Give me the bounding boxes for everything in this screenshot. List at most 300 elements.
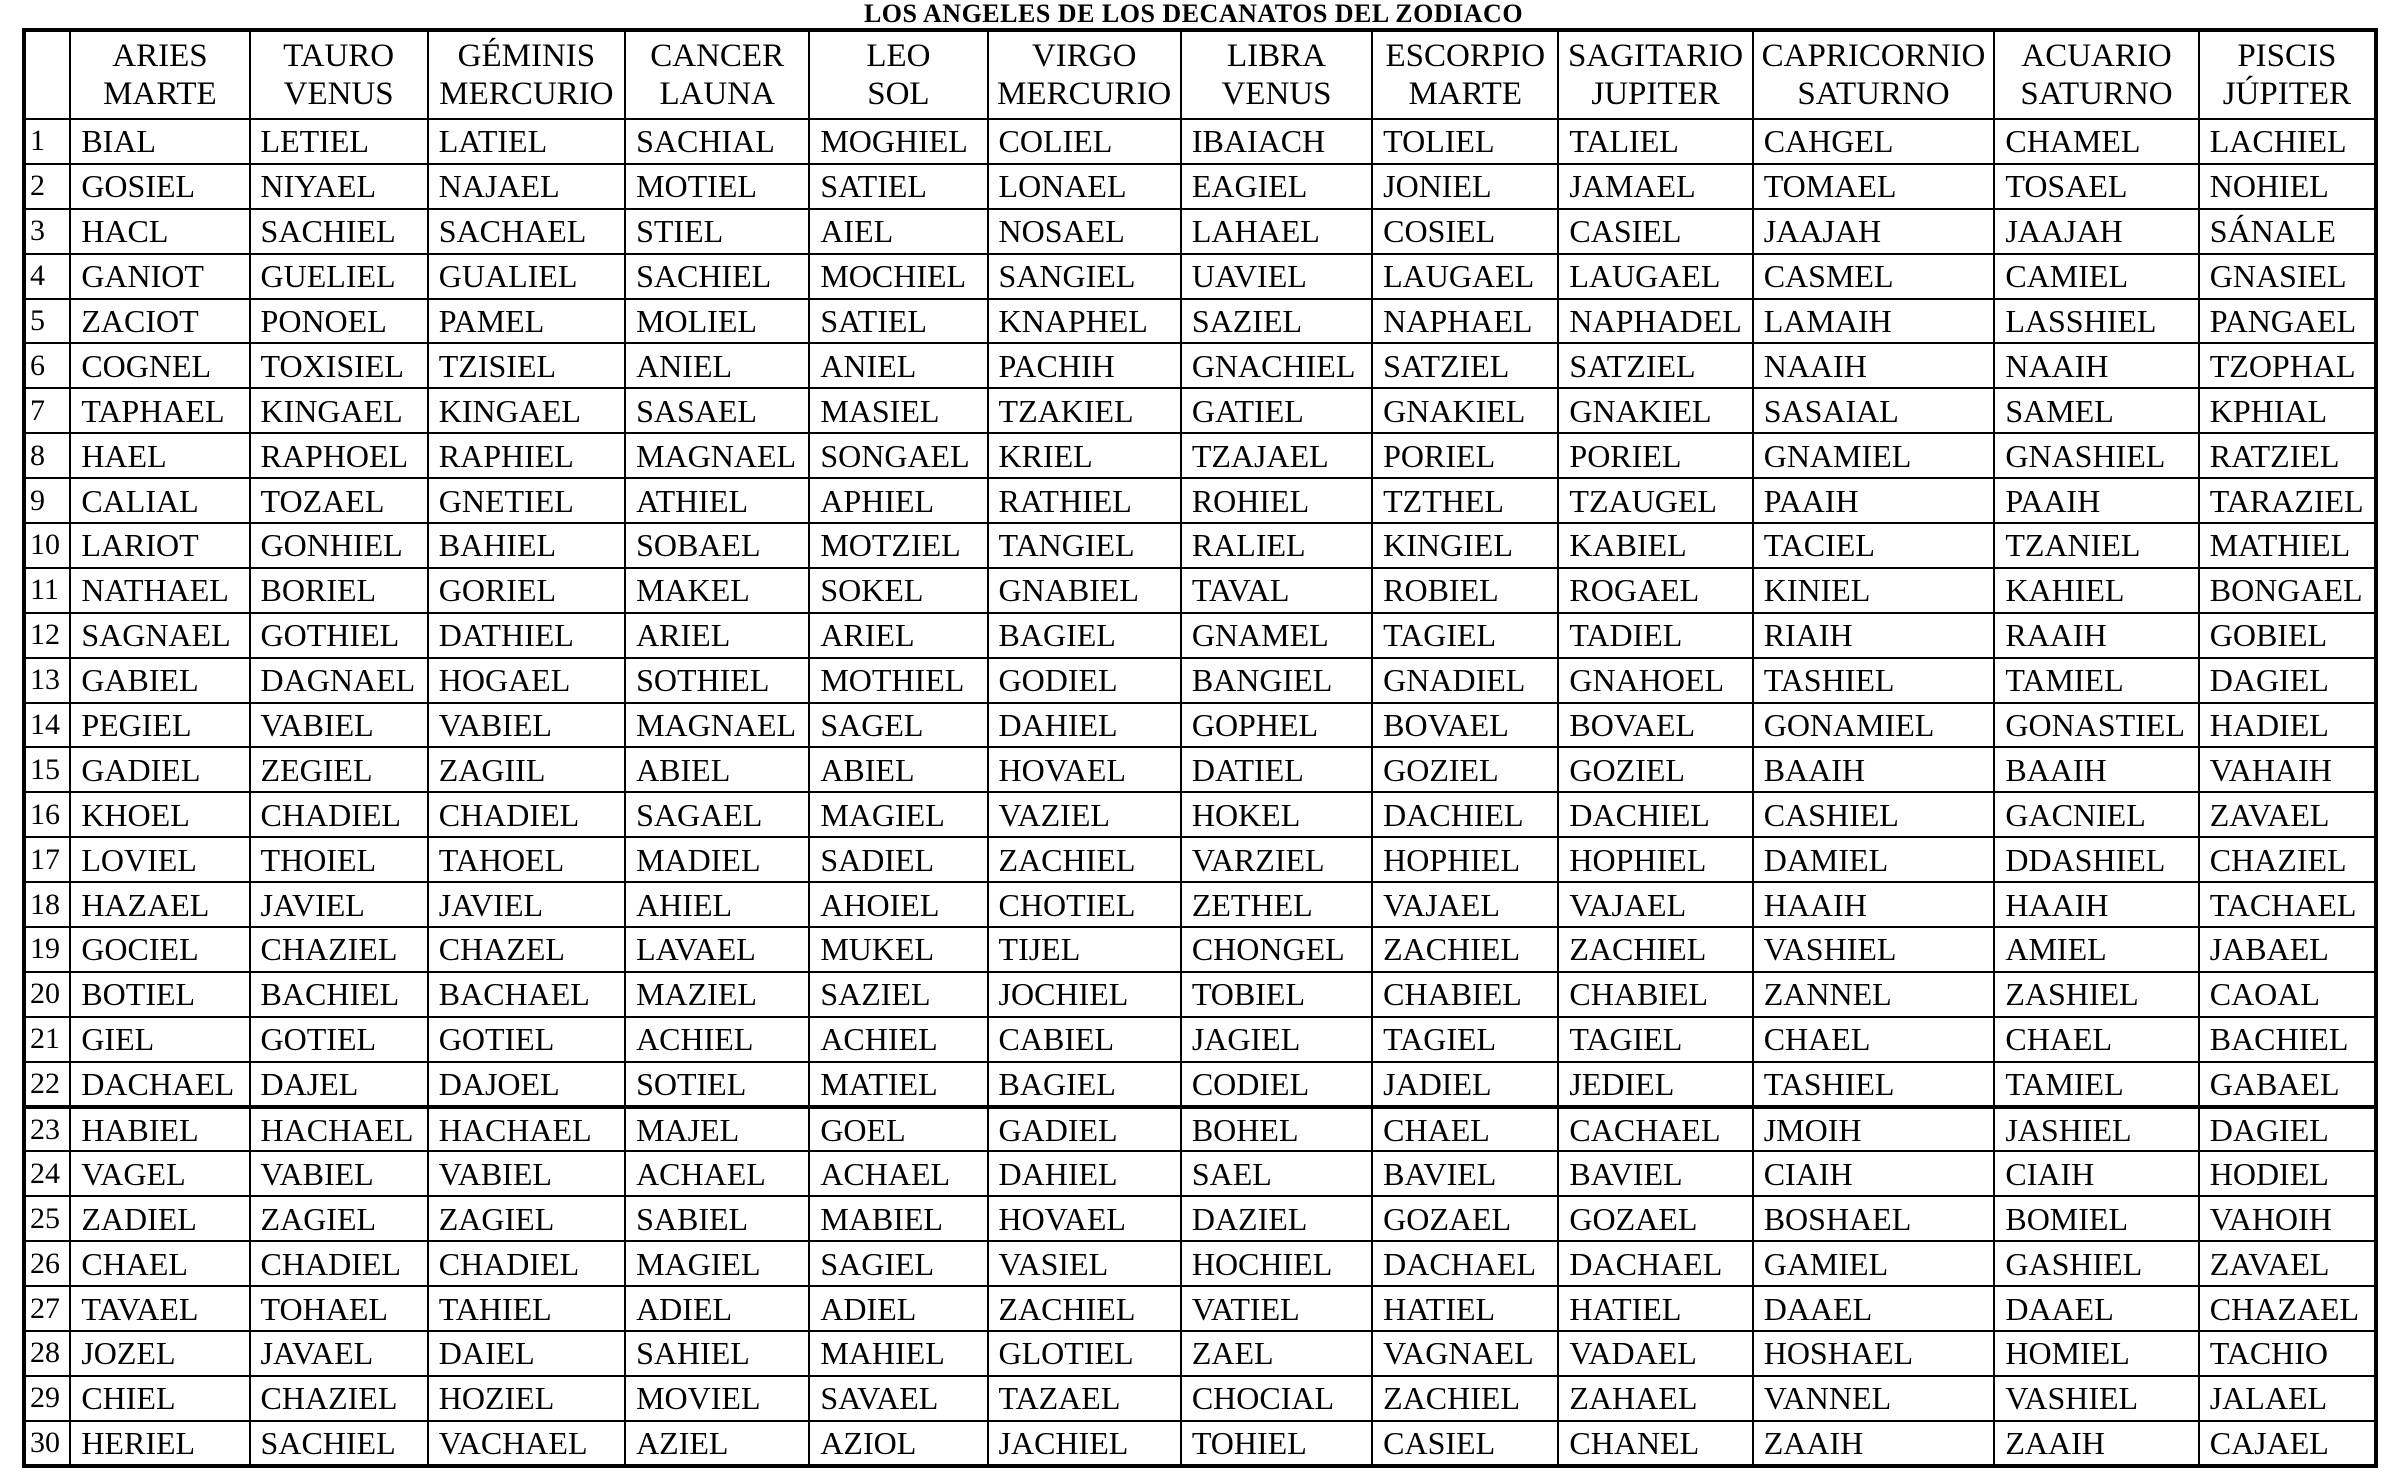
planet-label: MARTE — [103, 76, 217, 112]
angel-name-cell: GONAMIEL — [1753, 703, 1995, 748]
angel-name-cell: BOVAEL — [1372, 703, 1558, 748]
angel-name-cell: IBAIACH — [1181, 119, 1372, 164]
table-row — [24, 478, 2376, 523]
angel-name-cell: CASIEL — [1558, 209, 1752, 254]
angel-name-cell: JOZEL — [70, 1331, 249, 1376]
sign-label: TAURO — [283, 38, 395, 74]
angel-name-cell: MADIEL — [625, 837, 809, 882]
sign-label: GÉMINIS — [457, 38, 596, 74]
angel-name-cell: APHIEL — [809, 478, 987, 523]
angel-name-cell: COSIEL — [1372, 209, 1558, 254]
angel-name-cell: ROHIEL — [1181, 478, 1372, 523]
angel-name-cell: HACHAEL — [250, 1107, 428, 1152]
row-number: 21 — [24, 1017, 70, 1062]
angel-name-cell: CIAIH — [1753, 1151, 1995, 1196]
angel-name-cell: CHADIEL — [250, 1241, 428, 1286]
angel-name-cell: MAGIEL — [809, 792, 987, 837]
angel-name-cell: ROGAEL — [1558, 568, 1752, 613]
angel-name-cell: PORIEL — [1558, 433, 1752, 478]
angel-name-cell: AHIEL — [625, 882, 809, 927]
angel-name-cell: TASHIEL — [1753, 1062, 1995, 1107]
table-row — [24, 1421, 2376, 1466]
angel-name-cell: TAGIEL — [1558, 1017, 1752, 1062]
angel-name-cell: HOPHIEL — [1558, 837, 1752, 882]
angel-name-cell: UAVIEL — [1181, 254, 1372, 299]
angel-name-cell: LASSHIEL — [1994, 299, 2198, 344]
angel-name-cell: SAMEL — [1994, 388, 2198, 433]
angel-name-cell: GORIEL — [428, 568, 625, 613]
angel-name-cell: ATHIEL — [625, 478, 809, 523]
angel-name-cell: ANIEL — [625, 343, 809, 388]
angel-name-cell: HOMIEL — [1994, 1331, 2198, 1376]
angel-name-cell: VADAEL — [1558, 1331, 1752, 1376]
column-header — [988, 30, 1181, 119]
angel-name-cell: LAUGAEL — [1558, 254, 1752, 299]
angel-name-cell: SAHIEL — [625, 1331, 809, 1376]
angel-name-cell: NAPHADEL — [1558, 299, 1752, 344]
angel-name-cell: BAVIEL — [1372, 1151, 1558, 1196]
angel-name-cell: DACHAEL — [70, 1062, 249, 1107]
angel-name-cell: TACIEL — [1753, 523, 1995, 568]
angel-name-cell: BAAIH — [1994, 747, 2198, 792]
angel-name-cell: SACHIEL — [625, 254, 809, 299]
sign-label: ARIES — [112, 38, 208, 74]
angel-name-cell: PORIEL — [1372, 433, 1558, 478]
angel-name-cell: SAGIEL — [809, 1241, 987, 1286]
angel-name-cell: JAMAEL — [1558, 164, 1752, 209]
angel-name-cell: SAEL — [1181, 1151, 1372, 1196]
angel-name-cell: HOGAEL — [428, 658, 625, 703]
angel-name-cell: VABIEL — [428, 703, 625, 748]
sign-label: VIRGO — [1031, 38, 1137, 74]
angel-name-cell: GACNIEL — [1994, 792, 2198, 837]
angel-name-cell: GOTIEL — [250, 1017, 428, 1062]
angel-name-cell: TASHIEL — [1753, 658, 1995, 703]
angel-name-cell: KHOEL — [70, 792, 249, 837]
angel-name-cell: CHAEL — [1753, 1017, 1995, 1062]
angel-name-cell: SAVAEL — [809, 1376, 987, 1421]
angel-name-cell: ZAGIIL — [428, 747, 625, 792]
planet-label: MARTE — [1408, 76, 1523, 112]
angel-name-cell: TOMAEL — [1753, 164, 1995, 209]
angel-name-cell: MOTZIEL — [809, 523, 987, 568]
angel-name-cell: BOTIEL — [70, 972, 249, 1017]
angel-name-cell: VACHAEL — [428, 1421, 625, 1466]
angel-name-cell: KPHIAL — [2199, 388, 2376, 433]
angel-name-cell: HOCHIEL — [1181, 1241, 1372, 1286]
angel-name-cell: ABIEL — [809, 747, 987, 792]
angel-name-cell: LARIOT — [70, 523, 249, 568]
angel-name-cell: CHOCIAL — [1181, 1376, 1372, 1421]
angel-name-cell: SACHIEL — [250, 209, 428, 254]
row-number: 15 — [24, 747, 70, 792]
angel-name-cell: GODIEL — [988, 658, 1181, 703]
angel-name-cell: SASAEL — [625, 388, 809, 433]
angel-name-cell: ZAAIH — [1753, 1421, 1995, 1466]
angel-name-cell: KINGAEL — [428, 388, 625, 433]
angel-name-cell: DAIEL — [428, 1331, 625, 1376]
sign-label: PISCIS — [2237, 38, 2337, 74]
angel-name-cell: VATIEL — [1181, 1286, 1372, 1331]
row-number: 20 — [24, 972, 70, 1017]
row-number: 16 — [24, 792, 70, 837]
angel-name-cell: DAHIEL — [988, 703, 1181, 748]
angel-name-cell: GNAKIEL — [1372, 388, 1558, 433]
angel-name-cell: HOKEL — [1181, 792, 1372, 837]
angel-name-cell: SACHAEL — [428, 209, 625, 254]
angel-name-cell: HOSHAEL — [1753, 1331, 1995, 1376]
angel-name-cell: TOLIEL — [1372, 119, 1558, 164]
angel-name-cell: TZANIEL — [1994, 523, 2198, 568]
angel-name-cell: TOSAEL — [1994, 164, 2198, 209]
angel-name-cell: PACHIH — [988, 343, 1181, 388]
angel-name-cell: MAGNAEL — [625, 703, 809, 748]
row-number: 4 — [24, 254, 70, 299]
angel-name-cell: SOKEL — [809, 568, 987, 613]
angel-name-cell: DAGNAEL — [250, 658, 428, 703]
table-row — [24, 1376, 2376, 1421]
column-header — [250, 30, 428, 119]
angel-name-cell: CHAZAEL — [2199, 1286, 2376, 1331]
angel-name-cell: LONAEL — [988, 164, 1181, 209]
angel-name-cell: VABIEL — [250, 703, 428, 748]
angel-name-cell: BOSHAEL — [1753, 1196, 1995, 1241]
corner-cell — [24, 30, 70, 119]
angel-name-cell: KAHIEL — [1994, 568, 2198, 613]
angel-name-cell: VAHOIH — [2199, 1196, 2376, 1241]
table-row — [24, 1241, 2376, 1286]
row-number: 10 — [24, 523, 70, 568]
angel-name-cell: PONOEL — [250, 299, 428, 344]
angel-name-cell: GOPHEL — [1181, 703, 1372, 748]
angel-name-cell: CAJAEL — [2199, 1421, 2376, 1466]
angel-name-cell: DACHIEL — [1558, 792, 1752, 837]
angel-name-cell: DAHIEL — [988, 1151, 1181, 1196]
planet-label: JÚPITER — [2222, 76, 2352, 112]
angel-name-cell: TOHIEL — [1181, 1421, 1372, 1466]
table-row — [24, 119, 2376, 164]
row-number: 9 — [24, 478, 70, 523]
angel-name-cell: NAJAEL — [428, 164, 625, 209]
table-row — [24, 658, 2376, 703]
angel-name-cell: BANGIEL — [1181, 658, 1372, 703]
angel-name-cell: SATIEL — [809, 299, 987, 344]
angel-name-cell: BAAIH — [1753, 747, 1995, 792]
column-header — [428, 30, 625, 119]
table-row — [24, 523, 2376, 568]
sign-label: SAGITARIO — [1567, 38, 1744, 74]
angel-name-cell: BONGAEL — [2199, 568, 2376, 613]
angel-name-cell: GOZIEL — [1558, 747, 1752, 792]
angel-name-cell: SANGIEL — [988, 254, 1181, 299]
angel-name-cell: CHAMEL — [1994, 119, 2198, 164]
angels-table — [22, 28, 2378, 1468]
table-row — [24, 1196, 2376, 1241]
angel-name-cell: JAAJAH — [1753, 209, 1995, 254]
row-number: 29 — [24, 1376, 70, 1421]
angel-name-cell: ZAAIH — [1994, 1421, 2198, 1466]
angel-name-cell: HADIEL — [2199, 703, 2376, 748]
table-row — [24, 164, 2376, 209]
angel-name-cell: JASHIEL — [1994, 1107, 2198, 1152]
angel-name-cell: KINGIEL — [1372, 523, 1558, 568]
angel-name-cell: SOTHIEL — [625, 658, 809, 703]
angel-name-cell: AHOIEL — [809, 882, 987, 927]
angel-name-cell: GUELIEL — [250, 254, 428, 299]
angel-name-cell: ROBIEL — [1372, 568, 1558, 613]
angel-name-cell: LOVIEL — [70, 837, 249, 882]
angel-name-cell: VABIEL — [250, 1151, 428, 1196]
angel-name-cell: MAHIEL — [809, 1331, 987, 1376]
page-title: LOS ANGELES DE LOS DECANATOS DEL ZODIACO — [863, 0, 1524, 28]
angel-name-cell: JABAEL — [2199, 927, 2376, 972]
table-row — [24, 792, 2376, 837]
angel-name-cell: ZACHIEL — [1558, 927, 1752, 972]
angel-name-cell: TIJEL — [988, 927, 1181, 972]
angel-name-cell: TAMIEL — [1994, 658, 2198, 703]
angel-name-cell: BACHAEL — [428, 972, 625, 1017]
angel-name-cell: SOBAEL — [625, 523, 809, 568]
angel-name-cell: VAGEL — [70, 1151, 249, 1196]
angel-name-cell: DAAEL — [1753, 1286, 1995, 1331]
angel-name-cell: SAGNAEL — [70, 613, 249, 658]
angel-name-cell: JAVAEL — [250, 1331, 428, 1376]
angel-name-cell: TZISIEL — [428, 343, 625, 388]
angel-name-cell: MATHIEL — [2199, 523, 2376, 568]
row-number: 19 — [24, 927, 70, 972]
angel-name-cell: BAVIEL — [1558, 1151, 1752, 1196]
angel-name-cell: HAZAEL — [70, 882, 249, 927]
angel-name-cell: SAGAEL — [625, 792, 809, 837]
table-row — [24, 747, 2376, 792]
sign-label: CANCER — [650, 38, 785, 74]
angel-name-cell: MOVIEL — [625, 1376, 809, 1421]
angel-name-cell: RAAIH — [1994, 613, 2198, 658]
angel-name-cell: SATZIEL — [1372, 343, 1558, 388]
angel-name-cell: GOEL — [809, 1107, 987, 1152]
angel-name-cell: RAPHIEL — [428, 433, 625, 478]
planet-label: JUPITER — [1591, 76, 1720, 112]
angel-name-cell: VABIEL — [428, 1151, 625, 1196]
table-body — [24, 119, 2376, 1466]
angel-name-cell: MAGIEL — [625, 1241, 809, 1286]
angel-name-cell: LAVAEL — [625, 927, 809, 972]
angel-name-cell: ABIEL — [625, 747, 809, 792]
table-row — [24, 433, 2376, 478]
column-header — [1753, 30, 1995, 119]
table-row — [24, 613, 2376, 658]
planet-label: SATURNO — [1797, 76, 1950, 112]
angel-name-cell: HOZIEL — [428, 1376, 625, 1421]
angel-name-cell: DAGIEL — [2199, 1107, 2376, 1152]
angel-name-cell: TOXISIEL — [250, 343, 428, 388]
angel-name-cell: CAOAL — [2199, 972, 2376, 1017]
angel-name-cell: MOCHIEL — [809, 254, 987, 299]
angel-name-cell: GOCIEL — [70, 927, 249, 972]
angel-name-cell: ZAGIEL — [250, 1196, 428, 1241]
angel-name-cell: CHABIEL — [1372, 972, 1558, 1017]
angel-name-cell: TZTHEL — [1372, 478, 1558, 523]
angel-name-cell: TADIEL — [1558, 613, 1752, 658]
angel-name-cell: HOVAEL — [988, 747, 1181, 792]
planet-label: SOL — [867, 76, 930, 112]
angel-name-cell: DACHIEL — [1372, 792, 1558, 837]
angel-name-cell: GNETIEL — [428, 478, 625, 523]
angel-name-cell: JAVIEL — [250, 882, 428, 927]
angel-name-cell: LAMAIH — [1753, 299, 1995, 344]
table-row — [24, 1286, 2376, 1331]
angel-name-cell: SACHIEL — [250, 1421, 428, 1466]
angel-name-cell: TAGIEL — [1372, 613, 1558, 658]
angel-name-cell: RATHIEL — [988, 478, 1181, 523]
angel-name-cell: ZAHAEL — [1558, 1376, 1752, 1421]
angel-name-cell: VAJAEL — [1372, 882, 1558, 927]
angel-name-cell: RALIEL — [1181, 523, 1372, 568]
angel-name-cell: JAGIEL — [1181, 1017, 1372, 1062]
table-row — [24, 568, 2376, 613]
angel-name-cell: HAAIH — [1753, 882, 1995, 927]
angel-name-cell: TAMIEL — [1994, 1062, 2198, 1107]
angel-name-cell: ZANNEL — [1753, 972, 1995, 1017]
angel-name-cell: BACHIEL — [2199, 1017, 2376, 1062]
angel-name-cell: KABIEL — [1558, 523, 1752, 568]
angel-name-cell: CHONGEL — [1181, 927, 1372, 972]
angel-name-cell: GOTHIEL — [250, 613, 428, 658]
angel-name-cell: DDASHIEL — [1994, 837, 2198, 882]
angel-name-cell: MAZIEL — [625, 972, 809, 1017]
angel-name-cell: JEDIEL — [1558, 1062, 1752, 1107]
angel-name-cell: CODIEL — [1181, 1062, 1372, 1107]
row-number: 6 — [24, 343, 70, 388]
angel-name-cell: MAGNAEL — [625, 433, 809, 478]
angel-name-cell: GASHIEL — [1994, 1241, 2198, 1286]
angel-name-cell: HATIEL — [1372, 1286, 1558, 1331]
angel-name-cell: MATIEL — [809, 1062, 987, 1107]
angel-name-cell: LATIEL — [428, 119, 625, 164]
angel-name-cell: CHANEL — [1558, 1421, 1752, 1466]
angel-name-cell: BORIEL — [250, 568, 428, 613]
row-number: 30 — [24, 1421, 70, 1466]
table-row — [24, 1062, 2376, 1107]
row-number: 5 — [24, 299, 70, 344]
angel-name-cell: SADIEL — [809, 837, 987, 882]
angel-name-cell: ZACHIEL — [1372, 1376, 1558, 1421]
angel-name-cell: CHAZIEL — [2199, 837, 2376, 882]
sign-label: LEO — [866, 38, 931, 74]
angel-name-cell: VAZIEL — [988, 792, 1181, 837]
sign-label: CAPRICORNIO — [1761, 38, 1986, 74]
angel-name-cell: GNACHIEL — [1181, 343, 1372, 388]
angel-name-cell: LAUGAEL — [1372, 254, 1558, 299]
angel-name-cell: BAGIEL — [988, 1062, 1181, 1107]
angel-name-cell: SABIEL — [625, 1196, 809, 1241]
angel-name-cell: GNADIEL — [1372, 658, 1558, 703]
row-number: 26 — [24, 1241, 70, 1286]
angel-name-cell: GOZAEL — [1372, 1196, 1558, 1241]
angel-name-cell: HAEL — [70, 433, 249, 478]
angel-name-cell: ZAGIEL — [428, 1196, 625, 1241]
angel-name-cell: SATZIEL — [1558, 343, 1752, 388]
angel-name-cell: TZAJAEL — [1181, 433, 1372, 478]
row-number: 18 — [24, 882, 70, 927]
row-number: 2 — [24, 164, 70, 209]
angel-name-cell: PAAIH — [1753, 478, 1995, 523]
angel-name-cell: AMIEL — [1994, 927, 2198, 972]
angel-name-cell: JALAEL — [2199, 1376, 2376, 1421]
angel-name-cell: CHAEL — [1994, 1017, 2198, 1062]
angel-name-cell: EAGIEL — [1181, 164, 1372, 209]
angel-name-cell: MOGHIEL — [809, 119, 987, 164]
row-number: 24 — [24, 1151, 70, 1196]
angel-name-cell: SAZIEL — [1181, 299, 1372, 344]
angel-name-cell: SOTIEL — [625, 1062, 809, 1107]
angel-name-cell: TOHAEL — [250, 1286, 428, 1331]
angel-name-cell: ZACIOT — [70, 299, 249, 344]
angel-name-cell: DAGIEL — [2199, 658, 2376, 703]
table-row — [24, 343, 2376, 388]
angel-name-cell: GOBIEL — [2199, 613, 2376, 658]
angel-name-cell: ARIEL — [809, 613, 987, 658]
angel-name-cell: CACHAEL — [1558, 1107, 1752, 1152]
table-row — [24, 703, 2376, 748]
angel-name-cell: COGNEL — [70, 343, 249, 388]
angel-name-cell: HERIEL — [70, 1421, 249, 1466]
angel-name-cell: ZADIEL — [70, 1196, 249, 1241]
planet-label: LAUNA — [659, 76, 775, 112]
angel-name-cell: ZEGIEL — [250, 747, 428, 792]
angel-name-cell: TACHIO — [2199, 1331, 2376, 1376]
angel-name-cell: CASMEL — [1753, 254, 1995, 299]
angel-name-cell: VAHAIH — [2199, 747, 2376, 792]
angel-name-cell: ADIEL — [809, 1286, 987, 1331]
angel-name-cell: GOZAEL — [1558, 1196, 1752, 1241]
angel-name-cell: GONASTIEL — [1994, 703, 2198, 748]
angel-name-cell: CHADIEL — [428, 792, 625, 837]
angel-name-cell: TALIEL — [1558, 119, 1752, 164]
angel-name-cell: NAAIH — [1994, 343, 2198, 388]
angel-name-cell: ACHIEL — [809, 1017, 987, 1062]
angel-name-cell: TAHIEL — [428, 1286, 625, 1331]
angel-name-cell: LACHIEL — [2199, 119, 2376, 164]
angel-name-cell: ZAVAEL — [2199, 792, 2376, 837]
angel-name-cell: PANGAEL — [2199, 299, 2376, 344]
angel-name-cell: VAGNAEL — [1372, 1331, 1558, 1376]
angel-name-cell: VARZIEL — [1181, 837, 1372, 882]
angel-name-cell: BOMIEL — [1994, 1196, 2198, 1241]
angel-name-cell: SATIEL — [809, 164, 987, 209]
angel-name-cell: TANGIEL — [988, 523, 1181, 568]
angel-name-cell: ACHIEL — [625, 1017, 809, 1062]
row-number: 27 — [24, 1286, 70, 1331]
angel-name-cell: CHAZIEL — [250, 1376, 428, 1421]
angel-name-cell: CHADIEL — [250, 792, 428, 837]
angel-name-cell: GATIEL — [1181, 388, 1372, 433]
column-header — [1181, 30, 1372, 119]
column-header — [1372, 30, 1558, 119]
angel-name-cell: GNAHOEL — [1558, 658, 1752, 703]
angel-name-cell: TAVAL — [1181, 568, 1372, 613]
angel-name-cell: JACHIEL — [988, 1421, 1181, 1466]
angel-name-cell: CAHGEL — [1753, 119, 1995, 164]
angel-name-cell: HACL — [70, 209, 249, 254]
angel-name-cell: TAHOEL — [428, 837, 625, 882]
angel-name-cell: VANNEL — [1753, 1376, 1995, 1421]
table-row — [24, 1107, 2376, 1152]
angel-name-cell: STIEL — [625, 209, 809, 254]
angel-name-cell: DAMIEL — [1753, 837, 1995, 882]
angel-name-cell: DATIEL — [1181, 747, 1372, 792]
angel-name-cell: GNABIEL — [988, 568, 1181, 613]
